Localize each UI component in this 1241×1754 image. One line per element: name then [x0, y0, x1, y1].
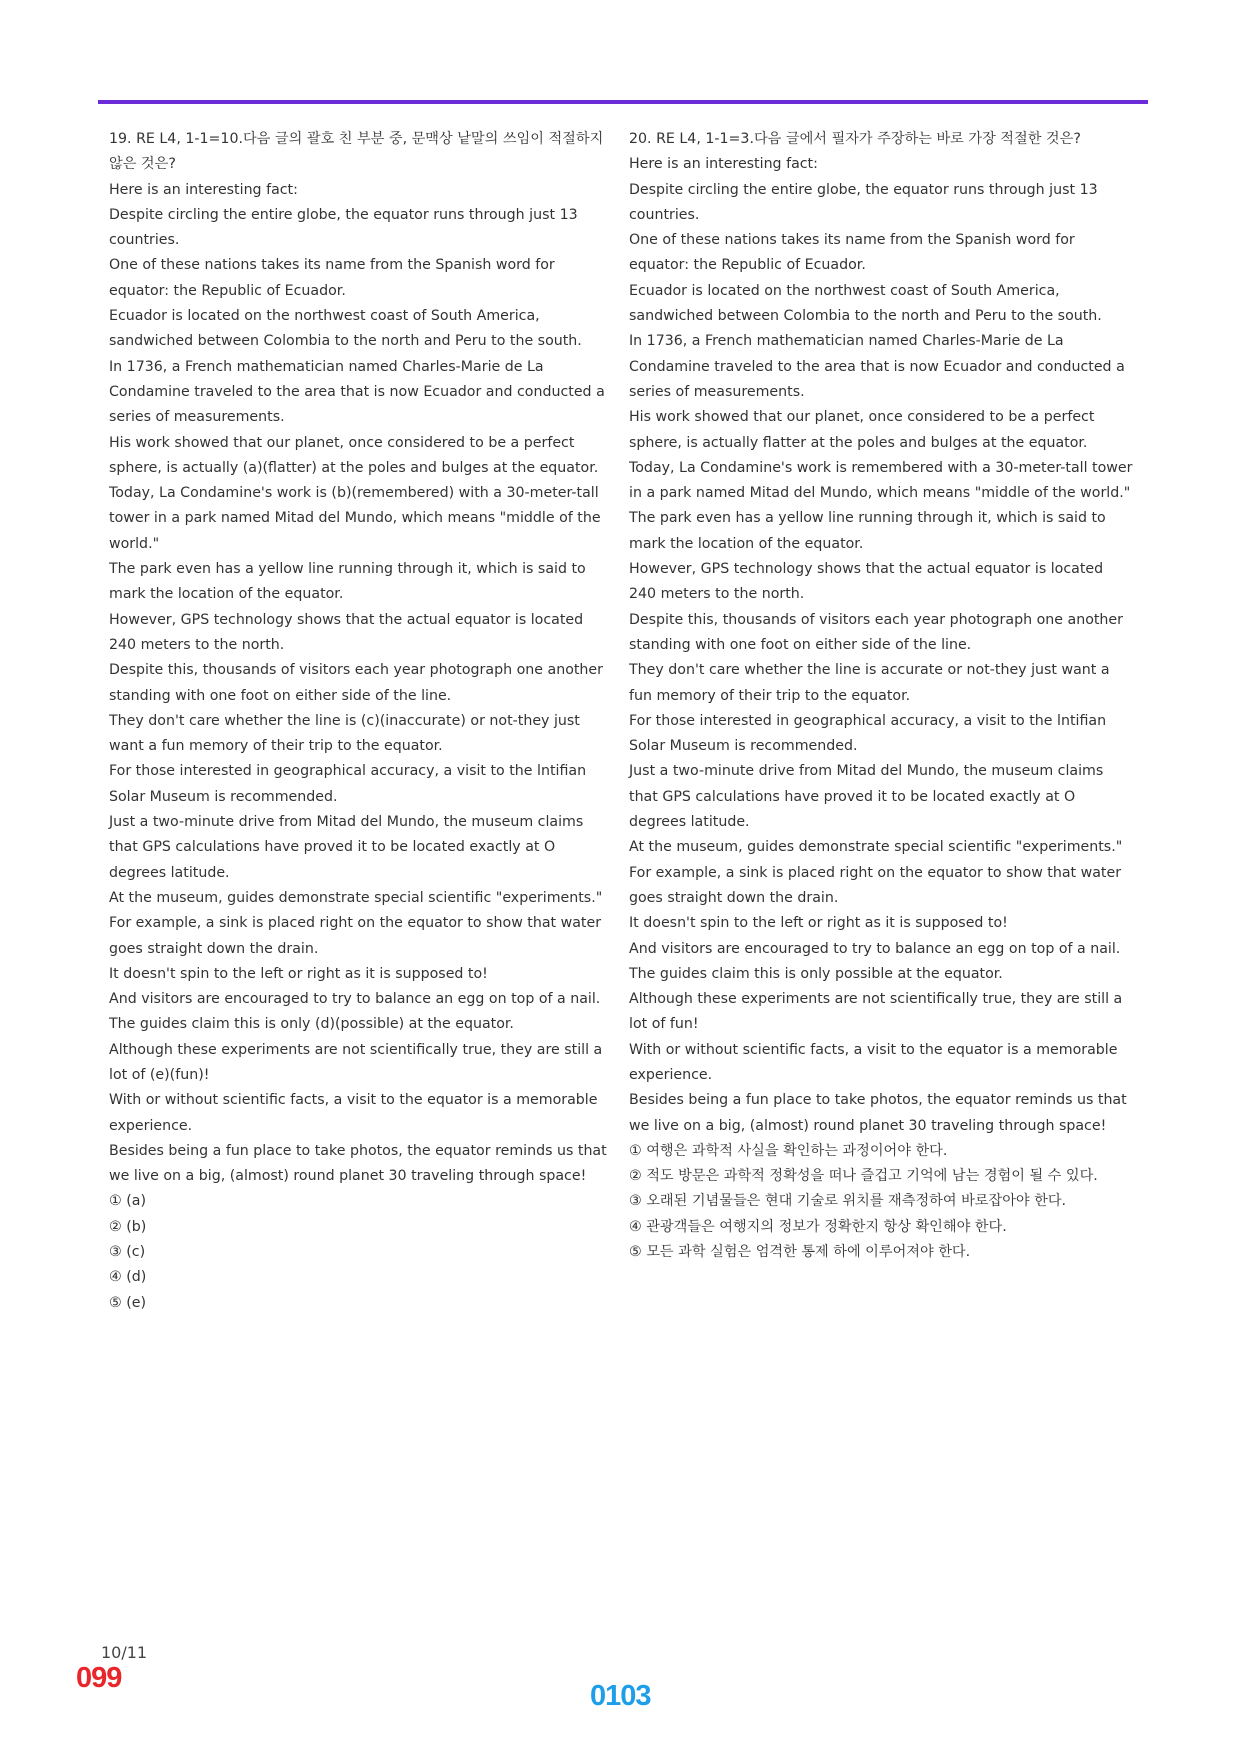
passage-line: For those interested in geographical accuracy, a visit to the lntifian Solar Museum is recommended.: [109, 763, 587, 805]
question-20-passage: [629, 152, 1134, 1139]
passage-line: Besides being a fun place to take photos, the equator reminds us that we live on a big, (almost) round planet 30 traveling through space!: [109, 1142, 607, 1185]
passage-line: Although these experiments are not scientifically true, they are still a lot of fun!: [629, 991, 1123, 1033]
answer-choice[interactable]: ① (a): [109, 1193, 146, 1210]
passage-line: His work showed that our planet, once considered to be a perfect sphere, is actually (a)(flatter) at the poles and bulges at the equator.: [109, 434, 599, 476]
passage-line: For those interested in geographical accuracy, a visit to the lntifian Solar Museum is recommended.: [629, 712, 1107, 755]
passage-line: Today, La Condamine's work is (b)(remembered) with a 30-meter-tall tower in a park named Mitad del Mundo, which means "middle of the world.": [109, 485, 601, 552]
passage-line: At the museum, guides demonstrate special scientific "experiments.": [109, 889, 603, 906]
passage-line: Besides being a fun place to take photos, the equator reminds us that we live on a big, (almost) round planet 30 traveling through space!: [629, 1092, 1127, 1134]
passage-line: They don't care whether the line is accurate or not-they just want a fun memory of their trip to the equator.: [629, 662, 1110, 704]
passage-line: The park even has a yellow line running through it, which is said to mark the location of the equator.: [109, 561, 586, 603]
answer-choice[interactable]: ② 적도 방문은 과학적 정확성을 떠나 즐겁고 기억에 남는 경험이 될 수 있다.: [629, 1168, 1098, 1185]
passage-line: Despite circling the entire globe, the equator runs through just 13 countries.: [629, 181, 1098, 223]
passage-line: And visitors are encouraged to try to balance an egg on top of a nail.: [629, 940, 1121, 957]
passage-line: However, GPS technology shows that the actual equator is located 240 meters to the north.: [109, 611, 584, 653]
passage-line: Just a two-minute drive from Mitad del Mundo, the museum claims that GPS calculations have proved it to be located exactly at O degrees latitude.: [109, 814, 584, 881]
passage-line: Ecuador is located on the northwest coast of South America, sandwiched between Colombia to the north and Peru to the south.: [629, 282, 1102, 325]
passage-line: With or without scientific facts, a visit to the equator is a memorable experience.: [109, 1092, 598, 1134]
header-rule: [98, 100, 1148, 104]
answer-choice[interactable]: ① 여행은 과학적 사실을 확인하는 과정이어야 한다.: [629, 1142, 948, 1159]
passage-line: They don't care whether the line is (c)(inaccurate) or not-they just want a fun memory of their trip to the equator.: [109, 712, 580, 755]
passage-line: The guides claim this is only (d)(possible) at the equator.: [109, 1016, 514, 1033]
answer-choice[interactable]: ④ 관광객들은 여행지의 정보가 정확한지 항상 확인해야 한다.: [629, 1218, 1007, 1235]
passage-line: It doesn't spin to the left or right as it is supposed to!: [109, 965, 488, 982]
passage-line: For example, a sink is placed right on the equator to show that water goes straight down the drain.: [109, 915, 602, 957]
passage-line: In 1736, a French mathematician named Charles-Marie de La Condamine traveled to the area that is now Ecuador and conducted a series of measurements.: [109, 358, 605, 426]
passage-line: The guides claim this is only possible at the equator.: [629, 965, 1003, 982]
question-19: [109, 127, 609, 1316]
question-19-title: 19. RE L4, 1-1=10.다음 글의 괄호 친 부분 중, 문맥상 낱말의 쓰임이 적절하지 않은 것은?: [109, 131, 604, 173]
passage-line: The park even has a yellow line running through it, which is said to mark the location of the equator.: [629, 510, 1106, 552]
answer-choice[interactable]: ③ (c): [109, 1244, 146, 1261]
answer-choice[interactable]: ⑤ (e): [109, 1294, 147, 1311]
question-20-title: 20. RE L4, 1-1=3.다음 글에서 필자가 주장하는 바로 가장 적절한 것은?: [629, 131, 1081, 147]
passage-line: Ecuador is located on the northwest coast of South America, sandwiched between Colombia to the north and Peru to the south.: [109, 308, 582, 350]
passage-line: Here is an interesting fact:: [629, 156, 818, 173]
passage-line: With or without scientific facts, a visit to the equator is a memorable experience.: [629, 1041, 1118, 1083]
passage-line: For example, a sink is placed right on the equator to show that water goes straight down the drain.: [629, 864, 1122, 906]
question-20: [629, 127, 1134, 1265]
answer-choice[interactable]: ⑤ 모든 과학 실험은 엄격한 통제 하에 이루어져야 한다.: [629, 1244, 971, 1261]
passage-line: Today, La Condamine's work is remembered with a 30-meter-tall tower in a park named Mitad del Mundo, which means "middle of the world.": [629, 459, 1133, 502]
passage-line: At the museum, guides demonstrate special scientific "experiments.": [629, 839, 1123, 856]
page-count: 10/11: [101, 1643, 148, 1662]
question-19-choices: [109, 1189, 609, 1315]
answer-choice[interactable]: ④ (d): [109, 1269, 147, 1286]
passage-line: It doesn't spin to the left or right as it is supposed to!: [629, 915, 1008, 932]
passage-line: One of these nations takes its name from the Spanish word for equator: the Republic of Ecuador.: [629, 232, 1075, 274]
question-19-passage: [109, 178, 609, 1190]
passage-line: Despite this, thousands of visitors each year photograph one another standing with one foot on either side of the line.: [109, 662, 603, 704]
answer-choice[interactable]: ③ 오래된 기념물들은 현대 기술로 위치를 재측정하여 바로잡아야 한다.: [629, 1193, 1067, 1210]
passage-line: One of these nations takes its name from the Spanish word for equator: the Republic of Ecuador.: [109, 257, 555, 299]
page-number: 0103: [590, 1680, 651, 1712]
answer-choice[interactable]: ② (b): [109, 1218, 147, 1235]
passage-line: And visitors are encouraged to try to balance an egg on top of a nail.: [109, 991, 601, 1008]
passage-line: Despite this, thousands of visitors each year photograph one another standing with one foot on either side of the line.: [629, 611, 1123, 653]
passage-line: Despite circling the entire globe, the equator runs through just 13 countries.: [109, 206, 578, 249]
question-20-choices: [629, 1139, 1134, 1265]
passage-line: However, GPS technology shows that the actual equator is located 240 meters to the north.: [629, 561, 1104, 603]
passage-line: Just a two-minute drive from Mitad del Mundo, the museum claims that GPS calculations have proved it to be located exactly at O degrees latitude.: [629, 763, 1104, 831]
passage-line: His work showed that our planet, once considered to be a perfect sphere, is actually flatter at the poles and bulges at the equator.: [629, 409, 1095, 451]
passage-line: Although these experiments are not scientifically true, they are still a lot of (e)(fun)!: [109, 1041, 603, 1083]
passage-line: In 1736, a French mathematician named Charles-Marie de La Condamine traveled to the area that is now Ecuador and conducted a series of measurements.: [629, 333, 1125, 400]
passage-line: Here is an interesting fact:: [109, 181, 298, 198]
page-code: 099: [76, 1662, 122, 1694]
